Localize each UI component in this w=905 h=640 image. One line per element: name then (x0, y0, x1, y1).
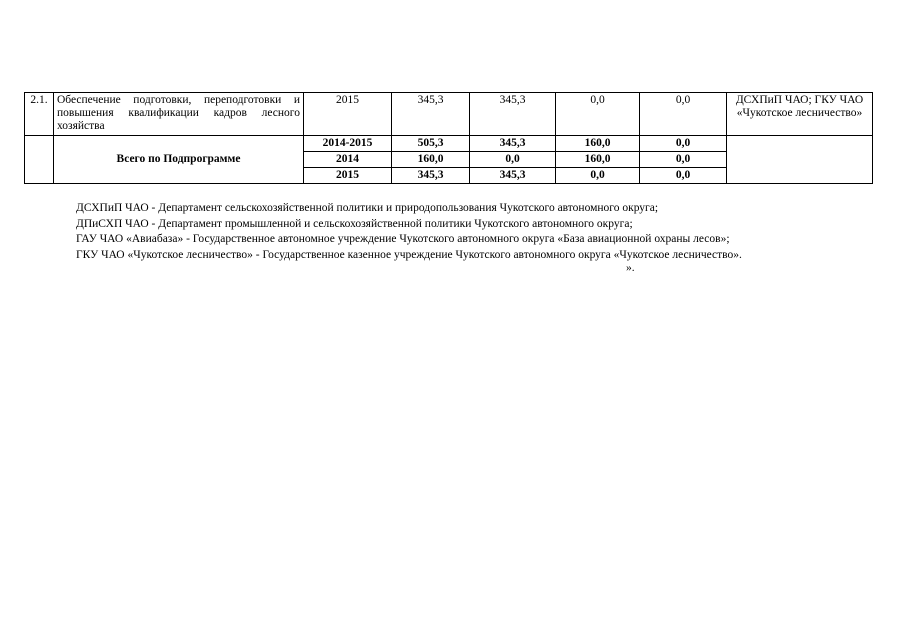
value-cell: 345,3 (470, 168, 556, 184)
closing-quote: ». (626, 262, 635, 274)
value-cell: 345,3 (392, 168, 470, 184)
executor-cell: ДСХПиП ЧАО; ГКУ ЧАО «Чукотское лесничество» (727, 93, 873, 136)
table-row-2-1 (25, 93, 873, 136)
value-cell: 0,0 (640, 136, 727, 152)
value-cell: 345,3 (470, 136, 556, 152)
note-line: ДСХПиП ЧАО - Департамент сельскохозяйственной политики и природопользования Чукотского автономного округа; (76, 202, 659, 214)
value-cell: 345,3 (470, 93, 556, 136)
empty-cell (727, 136, 873, 184)
value-cell: 160,0 (556, 136, 640, 152)
value-cell: 0,0 (470, 152, 556, 168)
note-line: ГАУ ЧАО «Авиабаза» - Государственное автономное учреждение Чукотского автономного округа «База авиационной охраны лесов»; (76, 233, 730, 245)
note-line: ДПиСХП ЧАО - Департамент промышленной и сельскохозяйственной политики Чукотского автономного округа; (76, 217, 633, 230)
total-label: Всего по Подпрограмме (54, 136, 304, 184)
value-cell: 0,0 (556, 168, 640, 184)
year-cell: 2014-2015 (304, 136, 392, 152)
row-number: 2.1. (25, 93, 54, 136)
value-cell: 160,0 (392, 152, 470, 168)
year-cell: 2015 (304, 93, 392, 136)
value-cell: 0,0 (640, 93, 727, 136)
note-line: ГКУ ЧАО «Чукотское лесничество» - Государственное казенное учреждение Чукотского автономного округа «Чукотское лесничество». (76, 248, 742, 261)
subprogram-table (24, 92, 873, 184)
empty-cell (25, 136, 54, 184)
value-cell: 345,3 (392, 93, 470, 136)
year-cell: 2014 (304, 152, 392, 168)
abbreviation-notes (76, 201, 876, 263)
year-cell: 2015 (304, 168, 392, 184)
value-cell: 0,0 (556, 93, 640, 136)
value-cell: 505,3 (392, 136, 470, 152)
total-row (25, 136, 873, 152)
activity-name: Обеспечение подготовки, переподготовки и повышения квалификации кадров лесного хозяйства (54, 93, 304, 136)
value-cell: 160,0 (556, 152, 640, 168)
value-cell: 0,0 (640, 152, 727, 168)
value-cell: 0,0 (640, 168, 727, 184)
